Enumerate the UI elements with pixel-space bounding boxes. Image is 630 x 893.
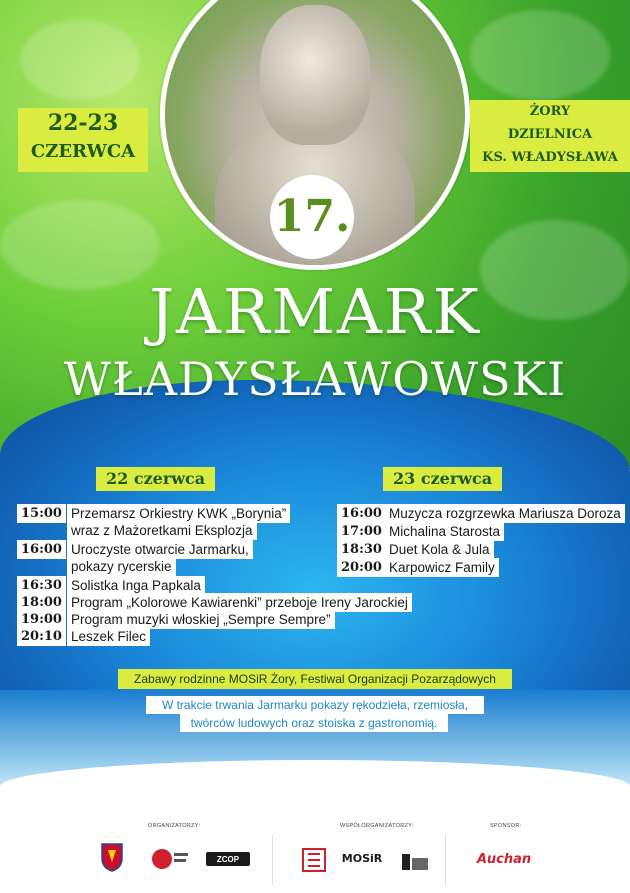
location-line2: DZIELNICA [507, 127, 593, 142]
date-box [18, 108, 148, 172]
mosir-logo: MOSiR [341, 851, 383, 865]
title-line1: JARMARK [149, 275, 481, 348]
info-note-line2: twórców ludowych oraz stoiska z gastronomią. [180, 714, 448, 732]
organizers-label: ORGANIZATORZY: [148, 823, 201, 829]
day2-header: 23 czerwca [383, 467, 502, 491]
culture-icon [150, 845, 190, 873]
building-icon [400, 848, 430, 872]
coorganizers-label: WSPÓŁORGANIZATORZY: [340, 823, 414, 829]
event-time: 18:00 [17, 593, 66, 612]
event-time: 17:00 [337, 522, 386, 541]
event-time: 19:00 [17, 610, 66, 629]
event-text: Leszek Filec [67, 627, 150, 646]
event-text: Program muzyki włoskiej „Sempre Sempre” [67, 610, 335, 629]
crest-icon [100, 842, 124, 872]
event-text: Duet Kola & Jula [385, 540, 494, 559]
date-days: 22-23 [47, 110, 119, 136]
event-time: 20:00 [337, 558, 386, 577]
location-line1: ŻORY [529, 104, 571, 119]
coorganizer-logo-red [302, 848, 326, 872]
edition-badge: 17. [270, 175, 354, 259]
event-text: Michalina Starosta [385, 522, 504, 541]
event-text-cont: pokazy rycerskie [67, 557, 176, 576]
event-text-cont: wraz z Mażoretkami Eksplozja [67, 521, 257, 540]
location-box [470, 100, 630, 172]
sponsor-label: SPONSOR: [490, 823, 522, 829]
cultural-center-logo [150, 845, 190, 873]
family-activities-note: Zabawy rodzinne MOSiR Żory, Festiwal Organizacji Pozarządowych [118, 669, 512, 689]
footer-divider [272, 835, 273, 885]
event-time: 18:30 [337, 540, 386, 559]
event-time: 15:00 [17, 504, 66, 523]
footer-background [0, 760, 630, 893]
city-crest-logo [100, 840, 124, 874]
event-text: Program „Kolorowe Kawiarenki” przeboje Ireny Jarockiej [67, 593, 412, 612]
zcop-logo: ZCOP [206, 852, 250, 866]
foliage-highlight [20, 20, 140, 100]
event-text: Solistka Inga Papkala [67, 576, 205, 595]
event-text: Przemarsz Orkiestry KWK „Borynia” [67, 504, 290, 523]
foliage-highlight [470, 10, 610, 100]
date-month: CZERWCA [30, 141, 136, 162]
auchan-logo: Auchan [476, 851, 532, 867]
event-time: 16:00 [337, 504, 386, 523]
footer-divider [445, 835, 446, 885]
title-line2: WŁADYSŁAWOWSKI [63, 352, 567, 406]
location-line3: KS. WŁADYSŁAWA [482, 150, 618, 165]
event-time: 16:00 [17, 540, 66, 559]
grid-icon [302, 848, 326, 872]
statue-head [260, 5, 370, 145]
event-time: 20:10 [17, 627, 66, 646]
event-time: 16:30 [17, 576, 66, 595]
event-text: Uroczyste otwarcie Jarmarku, [67, 540, 253, 559]
event-text: Karpowicz Family [385, 558, 499, 577]
info-note-line1: W trakcie trwania Jarmarku pokazy rękodzieła, rzemiosła, [146, 696, 484, 714]
event-text: Muzycza rozgrzewka Mariusza Doroza [385, 504, 625, 523]
coorganizer-logo-dark [400, 848, 430, 872]
day1-header: 22 czerwca [96, 467, 215, 491]
